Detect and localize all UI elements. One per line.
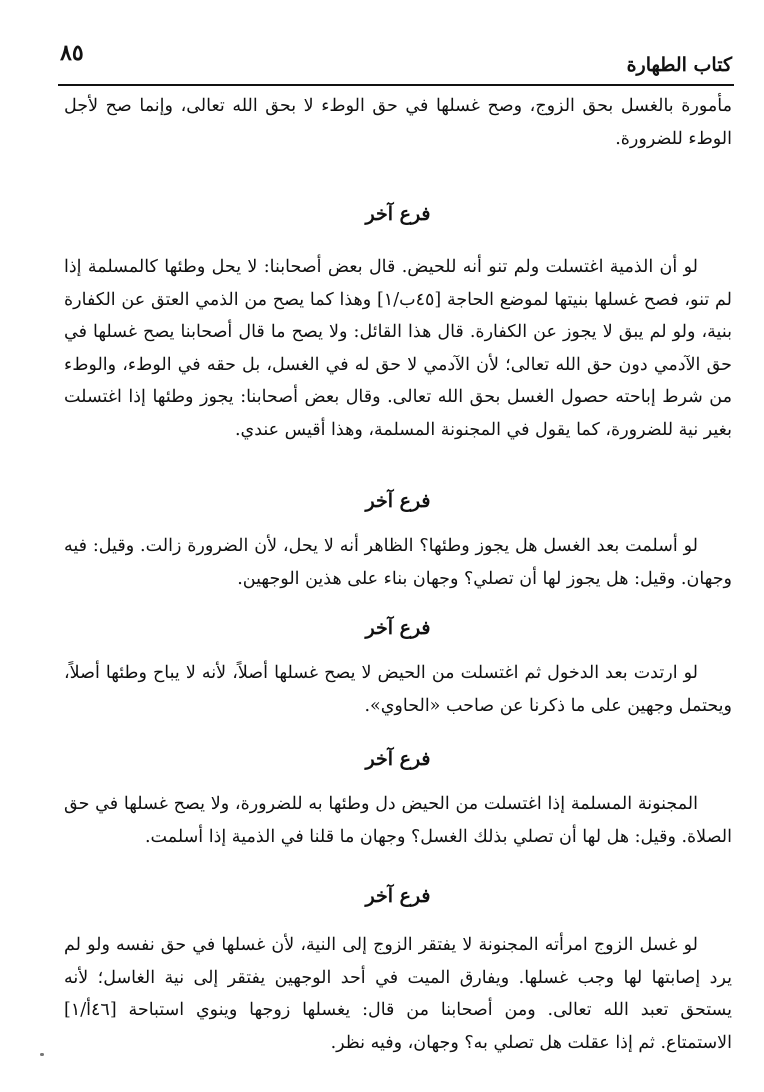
- section-heading: فرع آخر: [365, 203, 431, 225]
- page-number: ٨٥: [60, 40, 84, 66]
- scan-speck: [40, 1053, 44, 1056]
- page-header: [60, 40, 732, 76]
- paragraph: لو ارتدت بعد الدخول ثم اغتسلت من الحيض لا يصح غسلها أصلاً، لأنه لا يباح وطئها أصلاً، ويحتمل وجهين على ما ذكرنا عن صاحب «الحاوي».: [64, 663, 732, 716]
- paragraph: لو أسلمت بعد الغسل هل يجوز وطئها؟ الظاهر أنه لا يحل، لأن الضرورة زالت. وقيل: فيه وجهان. وقيل: هل يجوز لها أن تصلي؟ وجهان بناء على هذين الوجهين.: [64, 536, 732, 589]
- section-heading: فرع آخر: [365, 885, 431, 907]
- section-heading: فرع آخر: [365, 748, 431, 770]
- running-head: كتاب الطهارة: [626, 54, 732, 76]
- paragraph: لو أن الذمية اغتسلت ولم تنو أنه للحيض. قال بعض أصحابنا: لا يحل وطئها كالمسلمة إذا لم تنو، فصح غسلها بنيتها لموضع الحاجة [٤٥ب/١] وهذا كما يصح من الذمي العتق عن الكفارة بنية، ولو لم يبق لا يجوز عن الكفارة. قال هذا القائل: ولا يصح ما قال أصحابنا يصح غسلها في حق الآدمي دون حق الله تعالى؛ لأن الآدمي لا حق له في الغسل، بل حقه في الوطء، والوطء من شرط إباحته حصول الغسل بحق الله تعالى. وقال بعض أصحابنا: يجوز وطئها إذا اغتسلت بغير نية للضرورة، كما يقول في المجنونة المسلمة، وهذا أقيس عندي.: [64, 257, 732, 440]
- paragraph-continuation: مأمورة بالغسل بحق الزوج، وصح غسلها في حق الوطء لا بحق الله تعالى، وإنما صح لأجل الوطء للضرورة.: [64, 96, 732, 149]
- header-rule: [58, 84, 734, 86]
- paragraph: المجنونة المسلمة إذا اغتسلت من الحيض دل وطئها به للضرورة، ولا يصح غسلها في حق الصلاة. وقيل: هل لها أن تصلي بذلك الغسل؟ وجهان ما قلنا في الذمية إذا أسلمت.: [64, 794, 732, 847]
- paragraph: لو غسل الزوج امرأته المجنونة لا يفتقر الزوج إلى النية، لأن غسلها في حق نفسه ولو لم يرد إصابتها لها وجب غسلها. ويفارق الميت في أحد الوجهين يفتقر إلى نية الغاسل؛ لأنه يستحق تعبد الله تعالى. ومن أصحابنا من قال: يغسلها زوجها وينوي استباحة [٤٦أ/١] الاستمتاع. ثم إذا عقلت هل تصلي به؟ وجهان، وفيه نظر.: [64, 935, 732, 1053]
- section-heading: فرع آخر: [365, 617, 431, 639]
- section-heading: فرع آخر: [365, 490, 431, 512]
- page-body: [64, 90, 732, 1059]
